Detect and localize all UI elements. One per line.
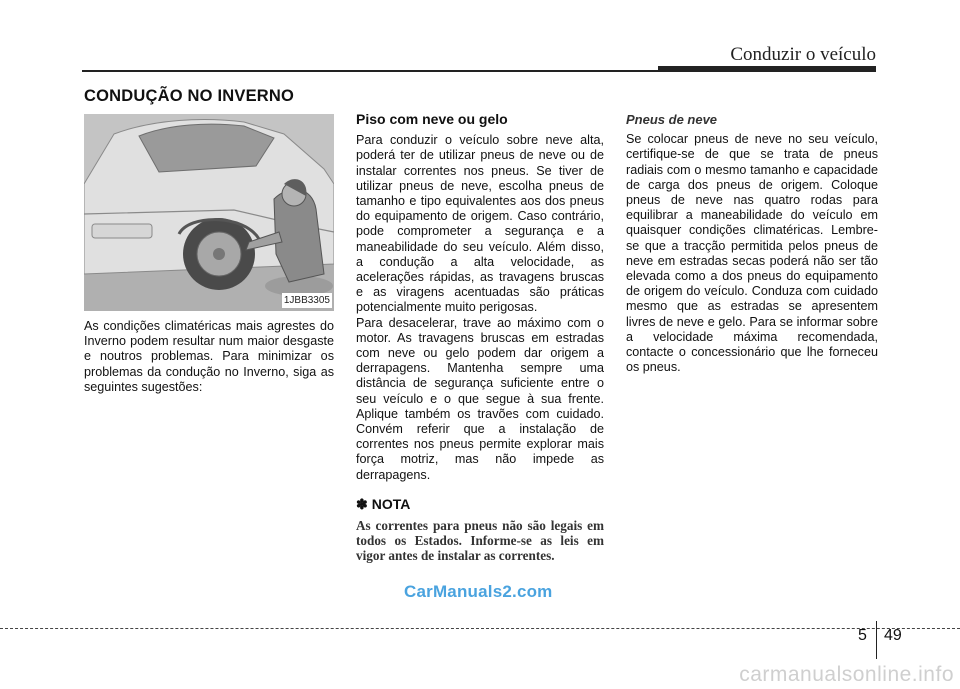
watermark-link[interactable]: CarManuals2.com [404, 582, 553, 601]
page-number-divider [876, 621, 877, 659]
note-label: NOTA [371, 495, 411, 512]
section-title: CONDUÇÃO NO INVERNO [84, 87, 295, 105]
intro-paragraph: As condições climatéricas mais agrestes do Inverno podem resultar num maior desgaste e noutros problemas. Para minimizar os problemas da condução no Inverno, siga as seguintes sugestões: [84, 319, 334, 394]
footer-rule [0, 628, 960, 629]
asterisk-icon: ✽ [356, 495, 368, 512]
figure-code: 1JBB3305 [282, 293, 332, 308]
figure-winter-car [84, 114, 334, 311]
heading-snow-ice: Piso com neve ou gelo [356, 111, 508, 127]
note-heading [356, 497, 604, 512]
note-text: As correntes para pneus não são legais em todos os Estados. Informe-se as leis em vigor antes de instalar as correntes. [356, 518, 604, 564]
paragraph-snow-2: Para desacelerar, trave ao máximo com o motor. As travagens bruscas em estradas com neve ou gelo podem dar origem a derrapagens. Mantenha sempre uma distância de segurança suficiente entre o seu veículo e o que segue à sua frente. Aplique também os travões com cuidado. Convém referir que a instalação de correntes nos pneus permite explorar mais força motriz, mas não impede as derrapagens. [356, 315, 604, 482]
header-rule-accent [658, 66, 876, 72]
car-tire-illustration [84, 114, 334, 311]
column-1 [84, 112, 334, 395]
column-3 [626, 112, 878, 375]
page-number: 49 [884, 627, 902, 644]
site-watermark: carmanualsonline.info [739, 663, 954, 686]
column-2 [356, 112, 604, 563]
chapter-number: 5 [858, 627, 867, 644]
paragraph-snow-1: Para conduzir o veículo sobre neve alta, poderá ter de utilizar pneus de neve ou de instalar correntes nos pneus. Se tiver de utilizar pneus de neve, escolha pneus de tamanho e tipo equivalentes aos dos pneus do equipamento de origem. Caso contrário, pode comprometer a segurança e a maneabilidade do seu veículo. Além disso, a condução a alta velocidade, as acelerações rápidas, as travagens bruscas e as viragens acentuadas são práticas potencialmente muito perigosas. [356, 133, 604, 315]
running-header-title: Conduzir o veículo [730, 44, 876, 65]
paragraph-snow-tires: Se colocar pneus de neve no seu veículo, certifique-se de que se trata de pneus radiais com o mesmo tamanho e capacidade de carga dos pneus de origem. Coloque pneus de neve nas quatro rodas para equilibrar a maneabilidade do veículo em quaisquer condições climatéricas. Lembre-se que a tracção permitida pelos pneus de neve em estradas secas poderá não ser tão elevada como a dos pneus do equipamento de origem do veículo. Conduza com cuidado mesmo que as estradas se apresentem livres de neve e gelo. Para se informar sobre a velocidade máxima recomendada, contacte o concessionário que lhe forneceu os pneus. [626, 132, 878, 375]
heading-snow-tires: Pneus de neve [626, 112, 718, 127]
